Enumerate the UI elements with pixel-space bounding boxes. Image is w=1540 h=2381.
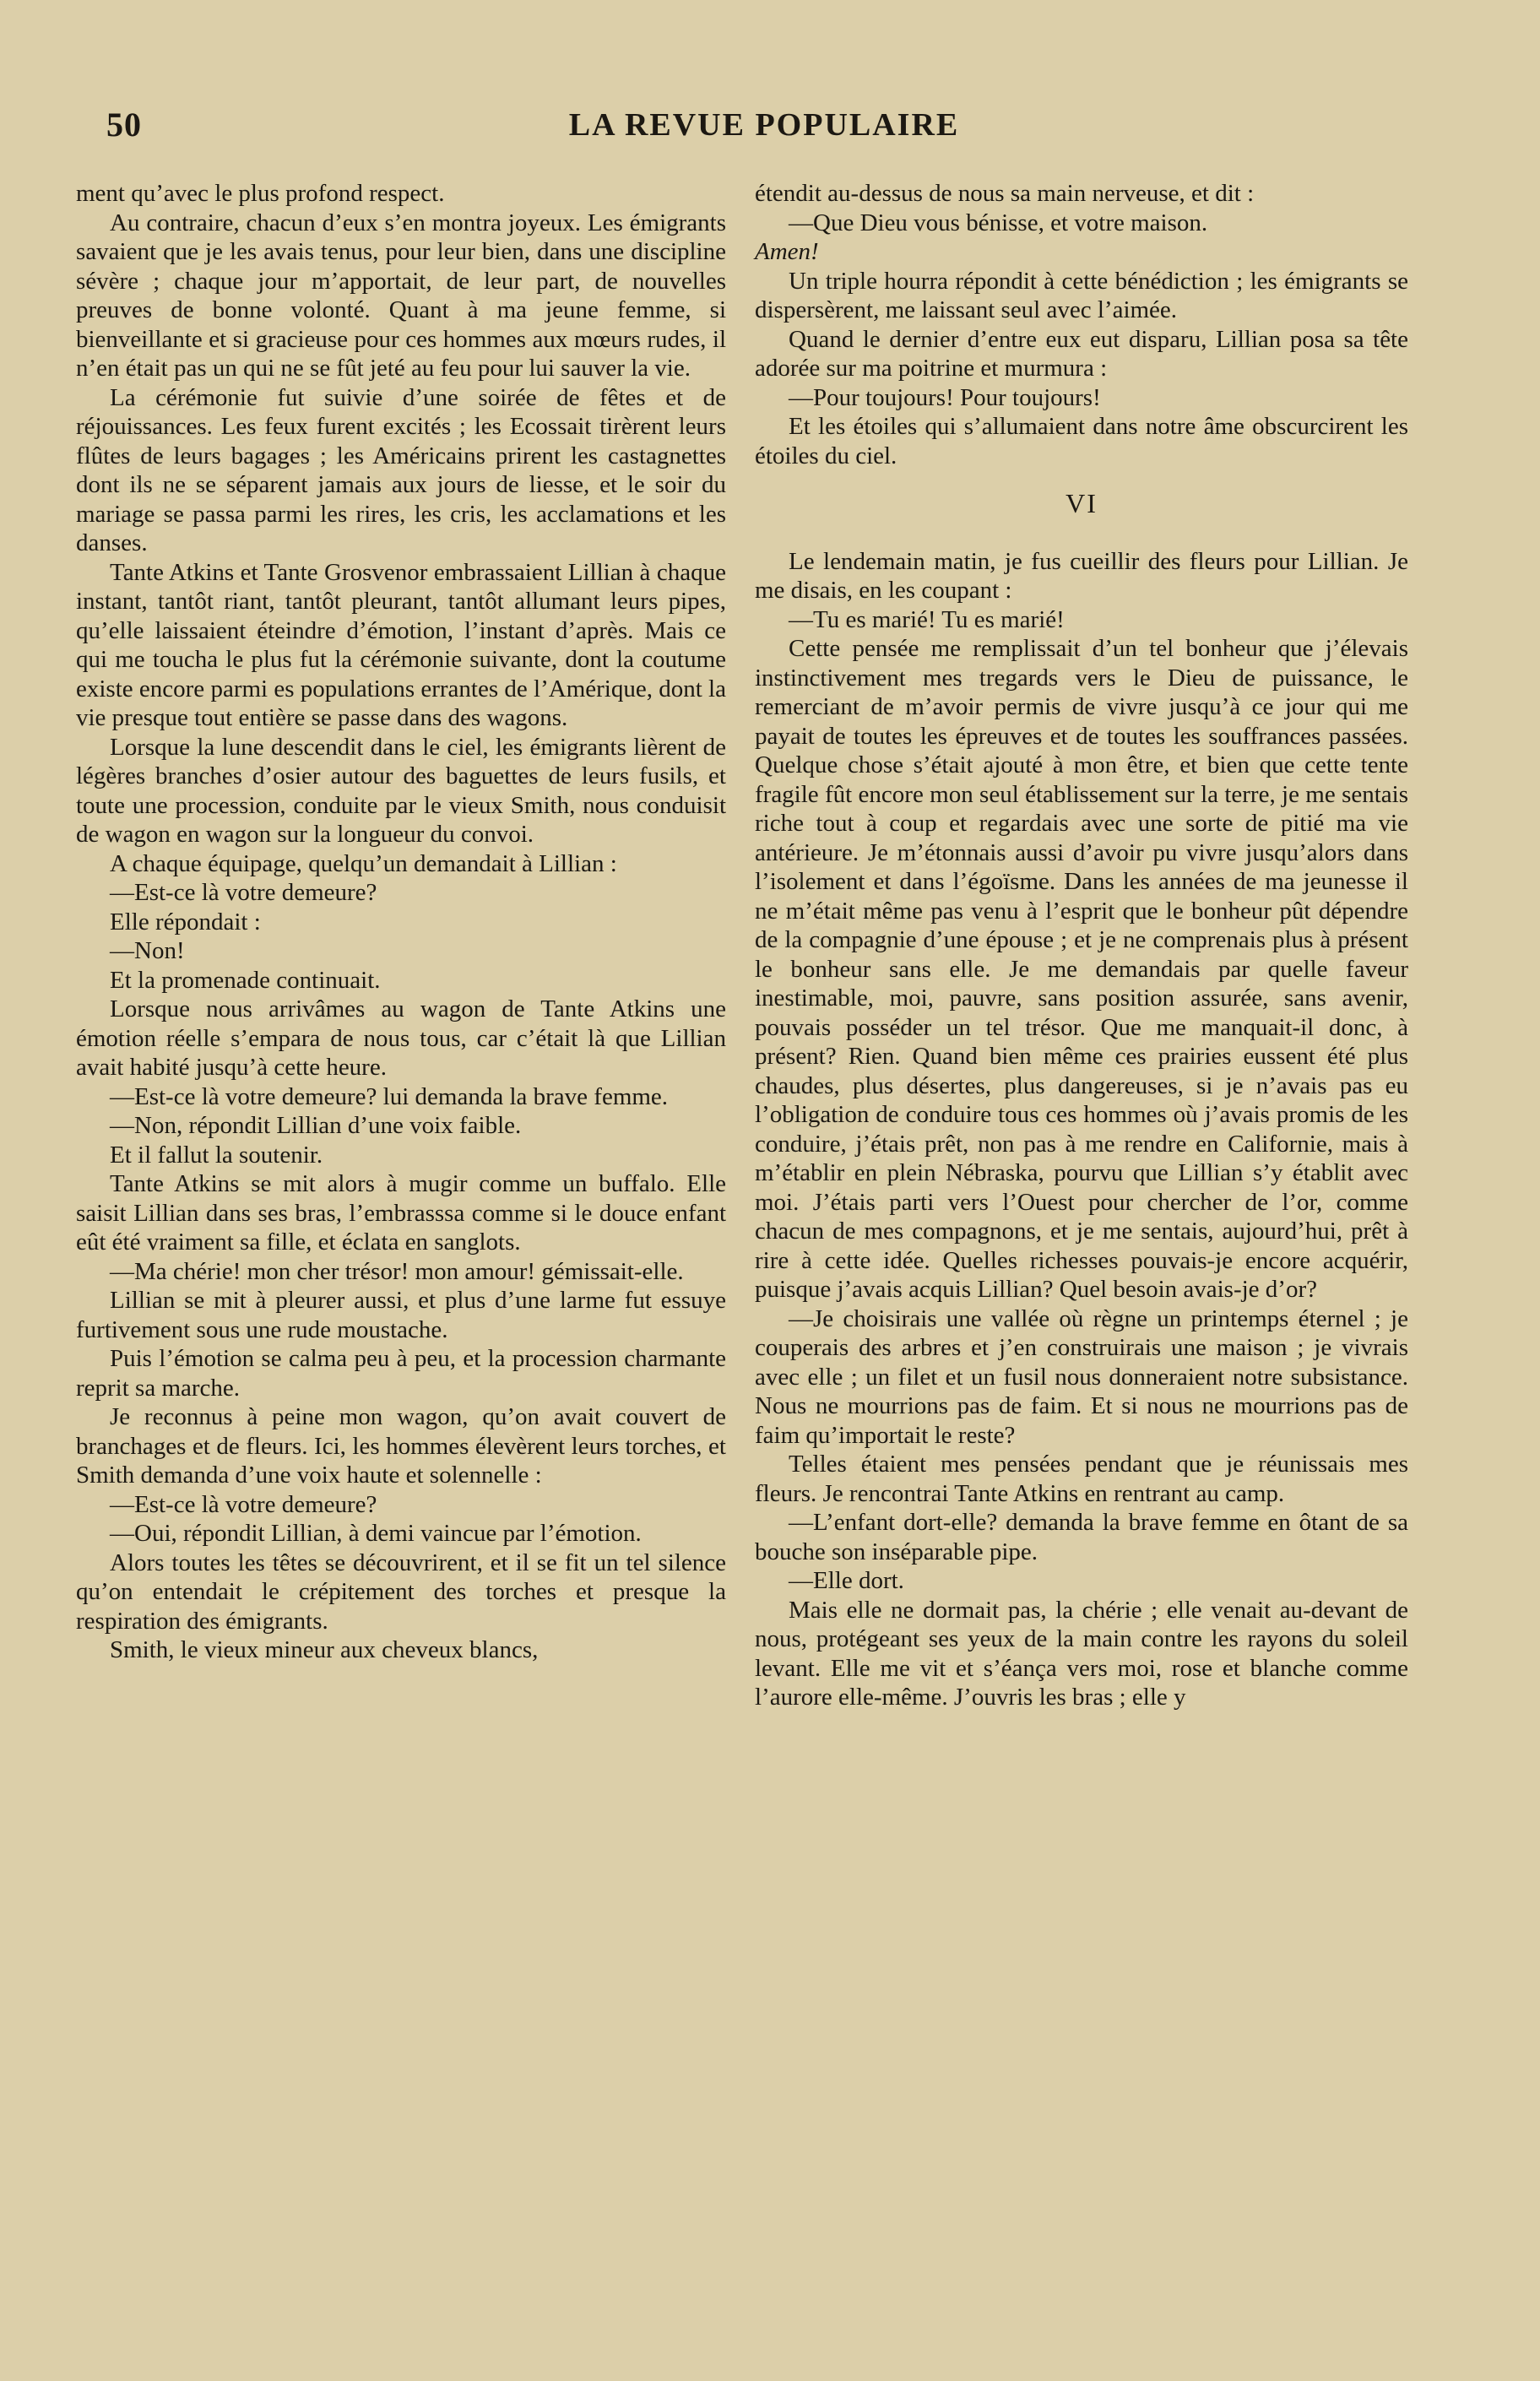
paragraph: Tante Atkins et Tante Grosvenor embrassaient Lillian à chaque instant, tantôt riant, tantôt pleurant, tantôt allumant leurs pipes, qu’elle laissaient éteindre d’émotion, l’instant d’après. Mais ce qui me toucha le plus fut la cérémonie suivante, dont la coutume existe encore parmi es populations errantes de l’Amérique, dont la vie presque tout entière se passe dans des wagons. [76, 558, 726, 731]
page-header [101, 100, 1427, 150]
dialogue-line: —Ma chérie! mon cher trésor! mon amour! gémissait-elle. [110, 1257, 684, 1285]
paragraph: Et les étoiles qui s’allumaient dans notre âme obscurcirent les étoiles du ciel. [755, 413, 1408, 469]
section-heading: VI [1066, 488, 1098, 518]
paragraph: Elle répondait : [110, 908, 261, 936]
paragraph: Cette pensée me remplissait d’un tel bonheur que j’élevais instinctivement mes tregards vers le Dieu de puissance, le remerciant de m’avoir permis de vivre jusqu’à ce jour qui me payait de toutes les épreuves et de toutes les souffrances passées. Quelque chose s’était ajouté à mon être, et bien que cette tente fragile fût encore mon seul établissement sur la terre, je me sentais riche tout à coup et regardais avec une sorte de pitié ma vie antérieure. Je m’étonnais aussi d’avoir pu vivre jusqu’alors dans l’isolement et dans l’égoïsme. Dans les années de ma jeunesse il ne m’était même pas venu à l’esprit que le bonheur pût dépendre de la compagnie d’une épouse ; et je ne comprenais plus à présent le bonheur sans elle. Je me demandais par quelle faveur inestimable, moi, pauvre, sans position assurée, sans avenir, pouvais posséder un tel trésor. Que me manquait-il donc, à présent? Rien. Quand bien même ces prairies eussent été plus chaudes, plus désertes, plus dangereuses, si je n’avais pas eu l’obligation de conduire tous ces hommes où j’avais promis de les conduire, j’étais prêt, non pas à me rendre en Californie, mais à m’établir en plein Nébraska, pourvu que Lillian s’y établit avec moi. J’étais parti vers l’Ouest pour chercher de l’or, comme chacun de mes compagnons, et je me sentais, aujourd’hui, prêt à rire à cette idée. Quelles richesses pouvais-je encore acquérir, puisque j’avais acquis Lillian? Quel besoin avais-je d’or? [755, 635, 1408, 1303]
paragraph: A chaque équipage, quelqu’un demandait à Lillian : [110, 849, 617, 877]
dialogue-line: —L’enfant dort-elle? demanda la brave femme en ôtant de sa bouche son inséparable pipe. [755, 1509, 1408, 1565]
paragraph: Amen! [755, 238, 819, 265]
dialogue-line: —Que Dieu vous bénisse, et votre maison. [789, 209, 1208, 236]
dialogue-line: —Elle dort. [789, 1567, 904, 1594]
paragraph: Alors toutes les têtes se découvrirent, et il se fit un tel silence qu’on entendait le crépitement des torches et presque la respiration des émigrants. [76, 1548, 726, 1635]
left-column [76, 179, 726, 1665]
paragraph: Lorsque nous arrivâmes au wagon de Tante Atkins une émotion réelle s’empara de nous tous, car c’était là que Lillian avait habité jusqu’à cette heure. [76, 995, 726, 1081]
paragraph: Telles étaient mes pensées pendant que je réunissais mes fleurs. Je rencontrai Tante Atkins en rentrant au camp. [755, 1451, 1408, 1507]
dialogue-line: —Tu es marié! Tu es marié! [789, 605, 1065, 633]
running-title: LA REVUE POPULAIRE [568, 107, 960, 143]
dialogue-line: —Non! [110, 937, 185, 964]
paragraph: La cérémonie fut suivie d’une soirée de fêtes et de réjouissances. Les feux furent excités ; les Ecossait tirèrent leurs flûtes de leurs bagages ; les Américains prirent les castagnettes dont ils ne se séparent jamais aux jours de liesse, et le soir du mariage se passa parmi les rires, les cris, les acclamations et les danses. [76, 383, 726, 556]
paragraph: Un triple hourra répondit à cette bénédiction ; les émigrants se dispersèrent, me laissant seul avec l’aimée. [755, 267, 1408, 323]
paragraph: Lillian se mit à pleurer aussi, et plus d’une larme fut essuye furtivement sous une rude moustache. [76, 1287, 726, 1343]
paragraph: Le lendemain matin, je fus cueillir des fleurs pour Lillian. Je me disais, en les coupant : [755, 547, 1408, 604]
paragraph: Je reconnus à peine mon wagon, qu’on avait couvert de branchages et de fleurs. Ici, les hommes élevèrent leurs torches, et Smith demanda d’une voix haute et solennelle : [76, 1403, 726, 1489]
dialogue-line: —Est-ce là votre demeure? [110, 879, 377, 906]
paragraph: Et il fallut la soutenir. [110, 1141, 323, 1169]
paragraph: —Je choisirais une vallée où règne un printemps éternel ; je couperais des arbres et j’en construirais une maison ; je vivrais avec elle ; un filet et un fusil nous donneraient notre subsistance. Nous ne mourrions pas de faim. Et si nous ne mourrions pas de faim qu’importait le reste? [755, 1304, 1408, 1449]
dialogue-line: —Est-ce là votre demeure? [110, 1490, 377, 1518]
paragraph: Et la promenade continuait. [110, 966, 381, 994]
paragraph: Smith, le vieux mineur aux cheveux blancs, [110, 1636, 539, 1663]
dialogue-line: —Pour toujours! Pour toujours! [789, 383, 1101, 411]
paragraph: Lorsque la lune descendit dans le ciel, les émigrants lièrent de légères branches d’osier autour des baguettes de leurs fusils, et toute une procession, conduite par le vieux Smith, nous conduisit de wagon en wagon sur la longueur du convoi. [76, 733, 726, 848]
right-column [755, 179, 1408, 1712]
paragraph: étendit au-dessus de nous sa main nerveuse, et dit : [755, 180, 1255, 207]
dialogue-line: —Est-ce là votre demeure? lui demanda la brave femme. [110, 1082, 669, 1110]
paragraph: Quand le dernier d’entre eux eut disparu, Lillian posa sa tête adorée sur ma poitrine et murmura : [755, 325, 1408, 382]
paragraph: Puis l’émotion se calma peu à peu, et la procession charmante reprit sa marche. [76, 1345, 726, 1402]
paragraph: Tante Atkins se mit alors à mugir comme un buffalo. Elle saisit Lillian dans ses bras, l’embrasssa comme si le douce enfant eût été vraiment sa fille, et éclata en sanglots. [76, 1170, 726, 1256]
dialogue-line: —Oui, répondit Lillian, à demi vaincue par l’émotion. [110, 1520, 642, 1547]
page-number: 50 [106, 106, 142, 144]
paragraph: Mais elle ne dormait pas, la chérie ; elle venait au-devant de nous, protégeant ses yeux de la main contre les rayons du soleil levant. Elle me vit et s’éança vers moi, rose et blanche comme l’aurore elle-même. J’ouvris les bras ; elle y [755, 1596, 1408, 1711]
paragraph: Au contraire, chacun d’eux s’en montra joyeux. Les émigrants savaient que je les avais tenus, pour leur bien, dans une discipline sévère ; chaque jour m’apportait, de leur part, de nouvelles preuves de bonne volonté. Quant à ma jeune femme, si bienveillante et si gracieuse pour ces hommes aux mœurs rudes, il n’en était pas un qui ne se fût jeté au feu pour lui sauver la vie. [76, 209, 726, 382]
paragraph: ment qu’avec le plus profond respect. [76, 180, 445, 207]
dialogue-line: —Non, répondit Lillian d’une voix faible. [110, 1112, 522, 1139]
